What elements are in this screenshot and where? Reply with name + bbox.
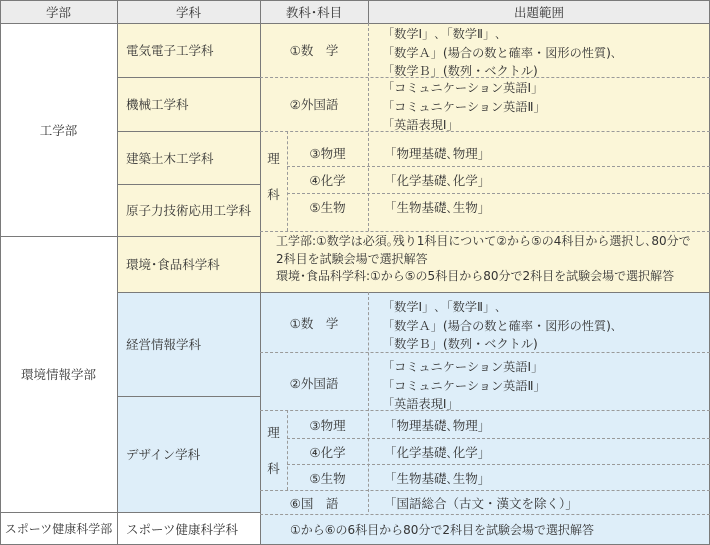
dept-electrical: 電気電子工学科 bbox=[126, 43, 214, 58]
subject-biology-env: ⑤生物 bbox=[309, 471, 346, 486]
scope-foreign-env: 「コミュニケーション英語Ⅰ」 「コミュニケーション英語Ⅱ」 「英語表現Ⅰ」 bbox=[382, 360, 546, 411]
scope-chemistry-env: 「化学基礎､化学」 bbox=[384, 445, 491, 460]
dept-design: デザイン学科 bbox=[126, 447, 201, 462]
faculty-engineering: 工学部 bbox=[39, 122, 78, 138]
science-label-env: 理 科 bbox=[267, 425, 280, 476]
subject-foreign-eng: ②外国語 bbox=[289, 97, 339, 112]
header-subject: 教科･科目 bbox=[260, 0, 368, 23]
scope-math-eng: 「数学Ⅰ」､「数学Ⅱ」､ 「数学Ａ」(場合の数と確率・図形の性質)､ 「数学Ｂ」(数列・ベクトル) bbox=[382, 27, 617, 78]
dept-nuclear: 原子力技術応用工学科 bbox=[126, 203, 252, 218]
science-label-eng: 理 科 bbox=[267, 151, 280, 202]
dept-management: 経営情報学科 bbox=[126, 337, 202, 352]
subject-math-env: ①数 学 bbox=[289, 316, 339, 331]
header-department: 学科 bbox=[117, 0, 260, 23]
subject-physics-env: ③物理 bbox=[309, 418, 346, 433]
scope-chemistry-eng: 「化学基礎､化学」 bbox=[384, 173, 491, 188]
dept-sports-health: スポーツ健康科学科 bbox=[126, 521, 239, 537]
subject-physics-eng: ③物理 bbox=[309, 146, 346, 161]
faculty-env-info: 環境情報学部 bbox=[20, 367, 96, 382]
scope-physics-eng: 「物理基礎､物理」 bbox=[384, 146, 491, 161]
subject-biology-eng: ⑤生物 bbox=[309, 200, 346, 215]
scope-math-env: 「数学Ⅰ」､「数学Ⅱ」､ 「数学Ａ」(場合の数と確率・図形の性質)､ 「数学Ｂ」(数列・ベクトル) bbox=[382, 300, 617, 351]
header-faculty: 学部 bbox=[0, 0, 117, 23]
scope-biology-eng: 「生物基礎､生物」 bbox=[384, 200, 491, 215]
header-scope: 出題範囲 bbox=[368, 0, 710, 23]
faculty-sports: スポーツ健康科学部 bbox=[4, 522, 113, 536]
scope-physics-env: 「物理基礎､物理」 bbox=[384, 418, 491, 433]
dept-architecture: 建築土木工学科 bbox=[126, 150, 214, 166]
subject-japanese: ⑥国 語 bbox=[289, 496, 339, 511]
subject-foreign-env: ②外国語 bbox=[289, 376, 339, 391]
note-engineering: 工学部:①数学は必須｡残り1科目について②から⑤の4科目から選択し､80分で 2科目を試験会場で選択解答 環境･食品科学科:①から⑤の5科目から80分で2科目を試験会場で選択解答 bbox=[276, 234, 691, 283]
scope-biology-env: 「生物基礎､生物」 bbox=[384, 471, 491, 486]
dept-environment-food: 環境･食品科学科 bbox=[126, 257, 220, 272]
subject-chemistry-env: ④化学 bbox=[309, 445, 346, 460]
subject-math-eng: ①数 学 bbox=[289, 43, 339, 58]
scope-japanese: 「国語総合（古文・漢文を除く）」 bbox=[384, 496, 578, 511]
subject-chemistry-eng: ④化学 bbox=[309, 173, 346, 188]
scope-foreign-eng: 「コミュニケーション英語Ⅰ」 「コミュニケーション英語Ⅱ」 「英語表現Ⅰ」 bbox=[382, 81, 546, 132]
note-sports: ①から⑥の6科目から80分で2科目を試験会場で選択解答 bbox=[290, 523, 595, 537]
dept-mechanical: 機械工学科 bbox=[126, 97, 189, 112]
